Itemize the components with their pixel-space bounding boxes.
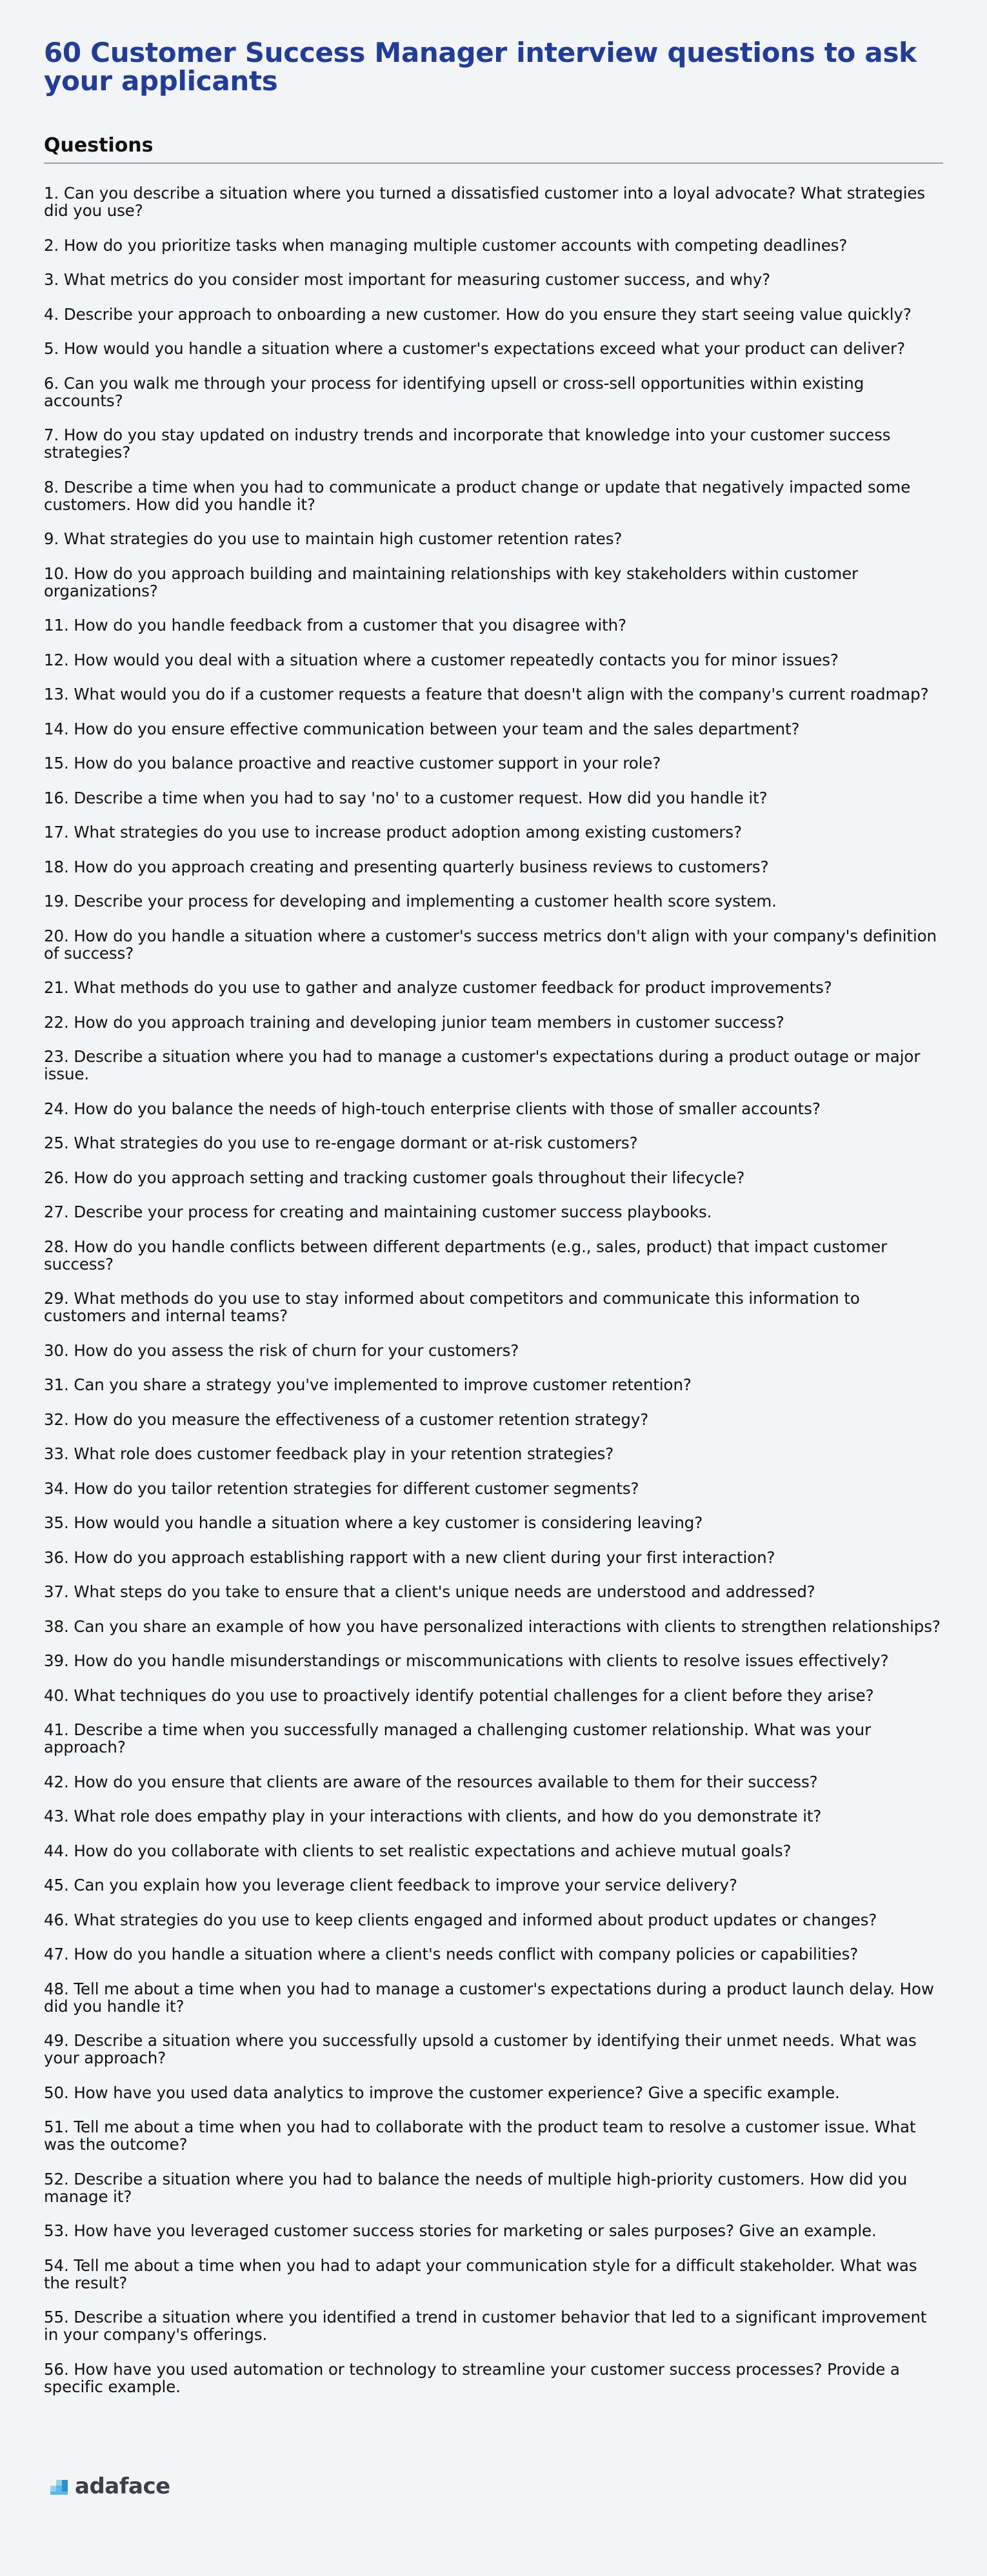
question-item: 24. How do you balance the needs of high-touch enterprise clients with those of smaller accounts?	[44, 1099, 821, 1118]
question-item: 3. What metrics do you consider most important for measuring customer success, and why?	[44, 270, 771, 289]
question-item: 2. How do you prioritize tasks when managing multiple customer accounts with competing deadlines?	[44, 235, 848, 255]
page-title: 60 Customer Success Manager interview questions to ask your applicants	[44, 37, 917, 97]
question-item: 34. How do you tailor retention strategies for different customer segments?	[44, 1479, 639, 1498]
section-heading: Questions	[44, 134, 943, 164]
question-item: 19. Describe your process for developing and implementing a customer health score system.	[44, 892, 777, 910]
question-list	[44, 184, 943, 2395]
question-item: 4. Describe your approach to onboarding a new customer. How do you ensure they start seeing value quickly?	[44, 304, 912, 324]
question-item: 26. How do you approach setting and tracking customer goals throughout their lifecycle?	[44, 1168, 745, 1187]
question-item: 38. Can you share an example of how you have personalized interactions with clients to strengthen relationships?	[44, 1617, 941, 1636]
question-item: 51. Tell me about a time when you had to collaborate with the product team to resolve a customer issue. What was the outcome?	[44, 2118, 916, 2154]
question-item: 31. Can you share a strategy you've implemented to improve customer retention?	[44, 1375, 692, 1394]
adaface-logo[interactable]	[50, 2473, 170, 2499]
adaface-logo-text: adaface	[75, 2473, 170, 2499]
question-item: 47. How do you handle a situation where a client's needs conflict with company policies or capabilities?	[44, 1945, 859, 1963]
question-item: 14. How do you ensure effective communication between your team and the sales department?	[44, 719, 800, 738]
adaface-logo-icon	[50, 2477, 70, 2496]
question-item: 32. How do you measure the effectiveness of a customer retention strategy?	[44, 1410, 649, 1429]
question-item: 50. How have you used data analytics to improve the customer experience? Give a specific example.	[44, 2083, 840, 2102]
question-item: 20. How do you handle a situation where a customer's success metrics don't align with your company's definition of success?	[44, 926, 937, 963]
question-item: 53. How have you leveraged customer success stories for marketing or sales purposes? Give an example.	[44, 2221, 877, 2240]
question-item: 16. Describe a time when you had to say 'no' to a customer request. How did you handle it?	[44, 788, 768, 807]
question-item: 40. What techniques do you use to proactively identify potential challenges for a client before they arise?	[44, 1686, 874, 1705]
question-item: 37. What steps do you take to ensure that a client's unique needs are understood and addressed?	[44, 1582, 815, 1601]
question-item: 11. How do you handle feedback from a customer that you disagree with?	[44, 616, 626, 634]
question-item: 44. How do you collaborate with clients to set realistic expectations and achieve mutual goals?	[44, 1841, 792, 1860]
question-item: 36. How do you approach establishing rapport with a new client during your first interaction?	[44, 1548, 775, 1567]
question-item: 48. Tell me about a time when you had to manage a customer's expectations during a product launch delay. How did you handle it?	[44, 1979, 934, 2016]
question-item: 6. Can you walk me through your process for identifying upsell or cross-sell opportunities within existing accounts?	[44, 373, 864, 410]
question-item: 17. What strategies do you use to increase product adoption among existing customers?	[44, 823, 742, 841]
question-item: 39. How do you handle misunderstandings or miscommunications with clients to resolve issues effectively?	[44, 1651, 889, 1670]
question-item: 8. Describe a time when you had to communicate a product change or update that negatively impacted some customers. How did you handle it?	[44, 477, 911, 514]
question-item: 41. Describe a time when you successfully managed a challenging customer relationship. What was your approach?	[44, 1720, 872, 1756]
question-item: 15. How do you balance proactive and reactive customer support in your role?	[44, 754, 661, 772]
question-item: 33. What role does customer feedback play in your retention strategies?	[44, 1444, 614, 1463]
question-item: 49. Describe a situation where you successfully upsold a customer by identifying their unmet needs. What was your approach?	[44, 2031, 917, 2067]
question-item: 7. How do you stay updated on industry trends and incorporate that knowledge into your customer success strategies?	[44, 426, 891, 462]
question-item: 46. What strategies do you use to keep clients engaged and informed about product updates or changes?	[44, 1910, 877, 1929]
question-item: 52. Describe a situation where you had to balance the needs of multiple high-priority customers. How did you manage it?	[44, 2169, 908, 2206]
question-item: 54. Tell me about a time when you had to adapt your communication style for a difficult stakeholder. What was the result?	[44, 2256, 917, 2292]
question-item: 28. How do you handle conflicts between different departments (e.g., sales, product) that impact customer success?	[44, 1237, 888, 1273]
question-item: 29. What methods do you use to stay informed about competitors and communicate this information to customers and internal teams?	[44, 1289, 860, 1325]
question-item: 42. How do you ensure that clients are aware of the resources available to them for their success?	[44, 1772, 818, 1791]
question-item: 30. How do you assess the risk of churn for your customers?	[44, 1341, 519, 1360]
question-item: 55. Describe a situation where you identified a trend in customer behavior that led to a significant improvement in your company's offerings.	[44, 2308, 927, 2344]
question-item: 9. What strategies do you use to maintain high customer retention rates?	[44, 529, 623, 548]
question-item: 27. Describe your process for creating and maintaining customer success playbooks.	[44, 1203, 712, 1221]
question-item: 13. What would you do if a customer requests a feature that doesn't align with the company's current roadmap?	[44, 685, 929, 703]
question-item: 25. What strategies do you use to re-engage dormant or at-risk customers?	[44, 1134, 638, 1152]
question-item: 18. How do you approach creating and presenting quarterly business reviews to customers?	[44, 857, 769, 876]
question-item: 12. How would you deal with a situation where a customer repeatedly contacts you for minor issues?	[44, 650, 839, 669]
question-item: 45. Can you explain how you leverage client feedback to improve your service delivery?	[44, 1876, 737, 1894]
page-content	[44, 39, 943, 2412]
question-item: 22. How do you approach training and developing junior team members in customer success?	[44, 1012, 784, 1032]
question-item: 5. How would you handle a situation where a customer's expectations exceed what your product can deliver?	[44, 339, 905, 358]
question-item: 21. What methods do you use to gather and analyze customer feedback for product improvements?	[44, 978, 832, 997]
question-item: 1. Can you describe a situation where you turned a dissatisfied customer into a loyal advocate? What strategies did you use?	[44, 184, 926, 220]
question-item: 10. How do you approach building and maintaining relationships with key stakeholders within customer organizations?	[44, 564, 859, 600]
question-item: 56. How have you used automation or technology to streamline your customer success processes? Provide a specific example.	[44, 2359, 900, 2396]
question-item: 35. How would you handle a situation where a key customer is considering leaving?	[44, 1513, 703, 1532]
question-item: 43. What role does empathy play in your interactions with clients, and how do you demonstrate it?	[44, 1807, 822, 1825]
question-item: 23. Describe a situation where you had to manage a customer's expectations during a product outage or major issue.	[44, 1047, 921, 1083]
